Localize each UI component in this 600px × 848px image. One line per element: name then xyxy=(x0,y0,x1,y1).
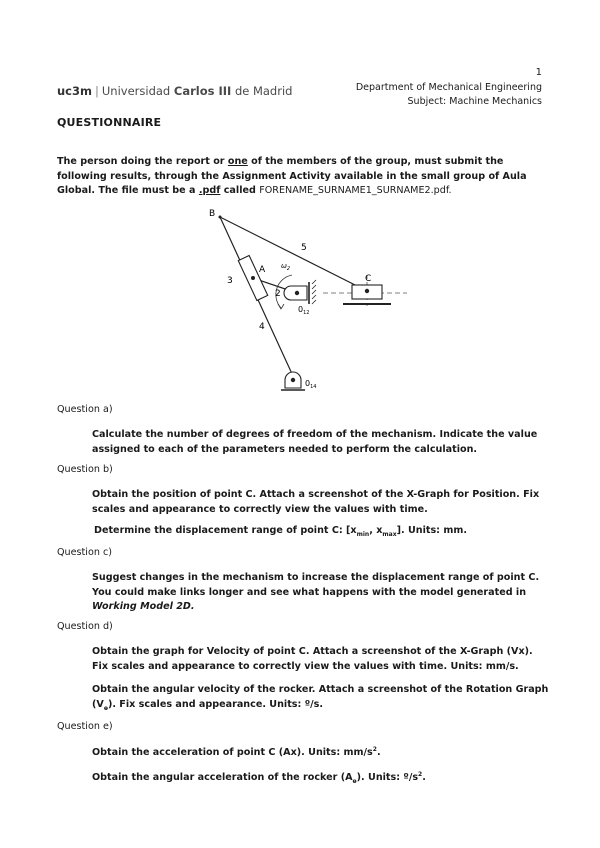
label-5: 5 xyxy=(301,243,307,253)
mechanism-diagram xyxy=(195,200,415,400)
label-2: 2 xyxy=(275,289,281,299)
question-a-text: Calculate the number of degrees of freedom of the mechanism. Indicate the value assigned to each of the parameters needed to perform the calculation. xyxy=(92,429,538,455)
label-C: C xyxy=(365,274,372,284)
sub-min: min xyxy=(356,530,370,538)
question-e-text-2-mid: ). Units: º/s xyxy=(356,772,419,784)
intro-text-1: The person doing the report or xyxy=(57,156,225,167)
question-d-text-2-suffix: ). Fix scales and appearance. Units: º/s. xyxy=(107,698,323,710)
label-3: 3 xyxy=(227,276,233,286)
link-5 xyxy=(220,217,367,291)
logo-name-prefix: Universidad xyxy=(101,84,171,98)
intro-text-3: called xyxy=(223,185,256,196)
sub-theta: ɵ xyxy=(103,704,108,712)
department-name: Department of Mechanical Engineering xyxy=(355,82,542,93)
header-info xyxy=(356,81,542,109)
page-number: 1 xyxy=(535,67,542,78)
label-O14: $0_{14}$ xyxy=(305,379,317,390)
subject-name: Subject: Machine Mechanics xyxy=(407,96,542,107)
label-B: B xyxy=(209,209,216,219)
question-e-text-2-prefix: Obtain the angular acceleration of the rocker (A xyxy=(92,772,353,784)
logo-mark: uc3m xyxy=(57,84,92,98)
label-omega: $\omega_2$ xyxy=(281,262,291,272)
sup-2b: 2 xyxy=(418,771,423,778)
sup-2a: 2 xyxy=(372,746,377,753)
logo-name-suffix: de Madrid xyxy=(234,84,293,98)
question-e-label: Question e) xyxy=(57,721,113,732)
question-e-text-2 xyxy=(92,768,550,790)
question-b-text-1: Obtain the position of point C. Attach a screenshot of the X-Graph for Position. Fix scales and appearance to correctly view the values with time. xyxy=(92,489,540,515)
question-c-italic: Working Model 2D. xyxy=(92,601,195,612)
joint-B xyxy=(219,216,222,219)
logo-separator: | xyxy=(95,84,99,98)
question-e-text-1 xyxy=(92,743,550,761)
question-c-text-main: Suggest changes in the mechanism to increase the displacement range of point C. You could make links longer and see what happens with the model generated in xyxy=(92,572,540,598)
question-b-text-2-suffix: ]. Units: mm. xyxy=(396,525,467,536)
label-O12: $0_{12}$ xyxy=(298,305,310,316)
question-b-text-2-prefix: Determine the displacement range of point C: [x xyxy=(94,525,357,536)
joint-C xyxy=(365,289,369,293)
intro-pdf: .pdf xyxy=(198,185,221,196)
question-d-text-2-prefix: Obtain the angular velocity of the rocker. Attach a screenshot of the Rotation Graph (V xyxy=(92,684,549,710)
question-d-text-1: Obtain the graph for Velocity of point C. Attach a screenshot of the X-Graph (Vx). Fix scales and appearance to correctly view the values with time. Units: mm/s. xyxy=(92,646,533,672)
question-e-text-1-suffix: . xyxy=(376,747,381,759)
question-b-comma: , x xyxy=(369,525,383,536)
question-c-text xyxy=(92,571,550,615)
page-title: QUESTIONNAIRE xyxy=(57,116,162,129)
intro-one: one xyxy=(227,156,248,167)
question-b-label: Question b) xyxy=(57,464,113,475)
sub-max: max xyxy=(382,530,397,538)
intro-text-2: of the members of the group, must submit the following results, through the Assignment Activity available in the small group of Aula Global. The file must be a xyxy=(57,156,527,196)
question-e-text-2-suffix: . xyxy=(422,772,426,784)
joint-A xyxy=(251,276,255,280)
sub-theta-e: ɵ xyxy=(352,778,357,786)
intro-filename: FORENAME_SURNAME1_SURNAME2.pdf. xyxy=(259,185,452,196)
pivot-O14 xyxy=(281,372,305,390)
label-A: A xyxy=(259,265,266,275)
pivot-O12 xyxy=(284,280,316,304)
intro-paragraph xyxy=(57,155,547,199)
question-a-label: Question a) xyxy=(57,404,113,415)
question-e-text-1-prefix: Obtain the acceleration of point C (Ax). Units: mm/s xyxy=(92,747,373,759)
question-d-label: Question d) xyxy=(57,621,113,632)
logo-name-bold: Carlos III xyxy=(173,84,232,98)
question-c-label: Question c) xyxy=(57,547,112,558)
question-d-text-2 xyxy=(92,683,550,716)
label-4: 4 xyxy=(259,322,265,332)
question-b-text-2 xyxy=(94,524,552,542)
university-logo xyxy=(57,84,292,98)
